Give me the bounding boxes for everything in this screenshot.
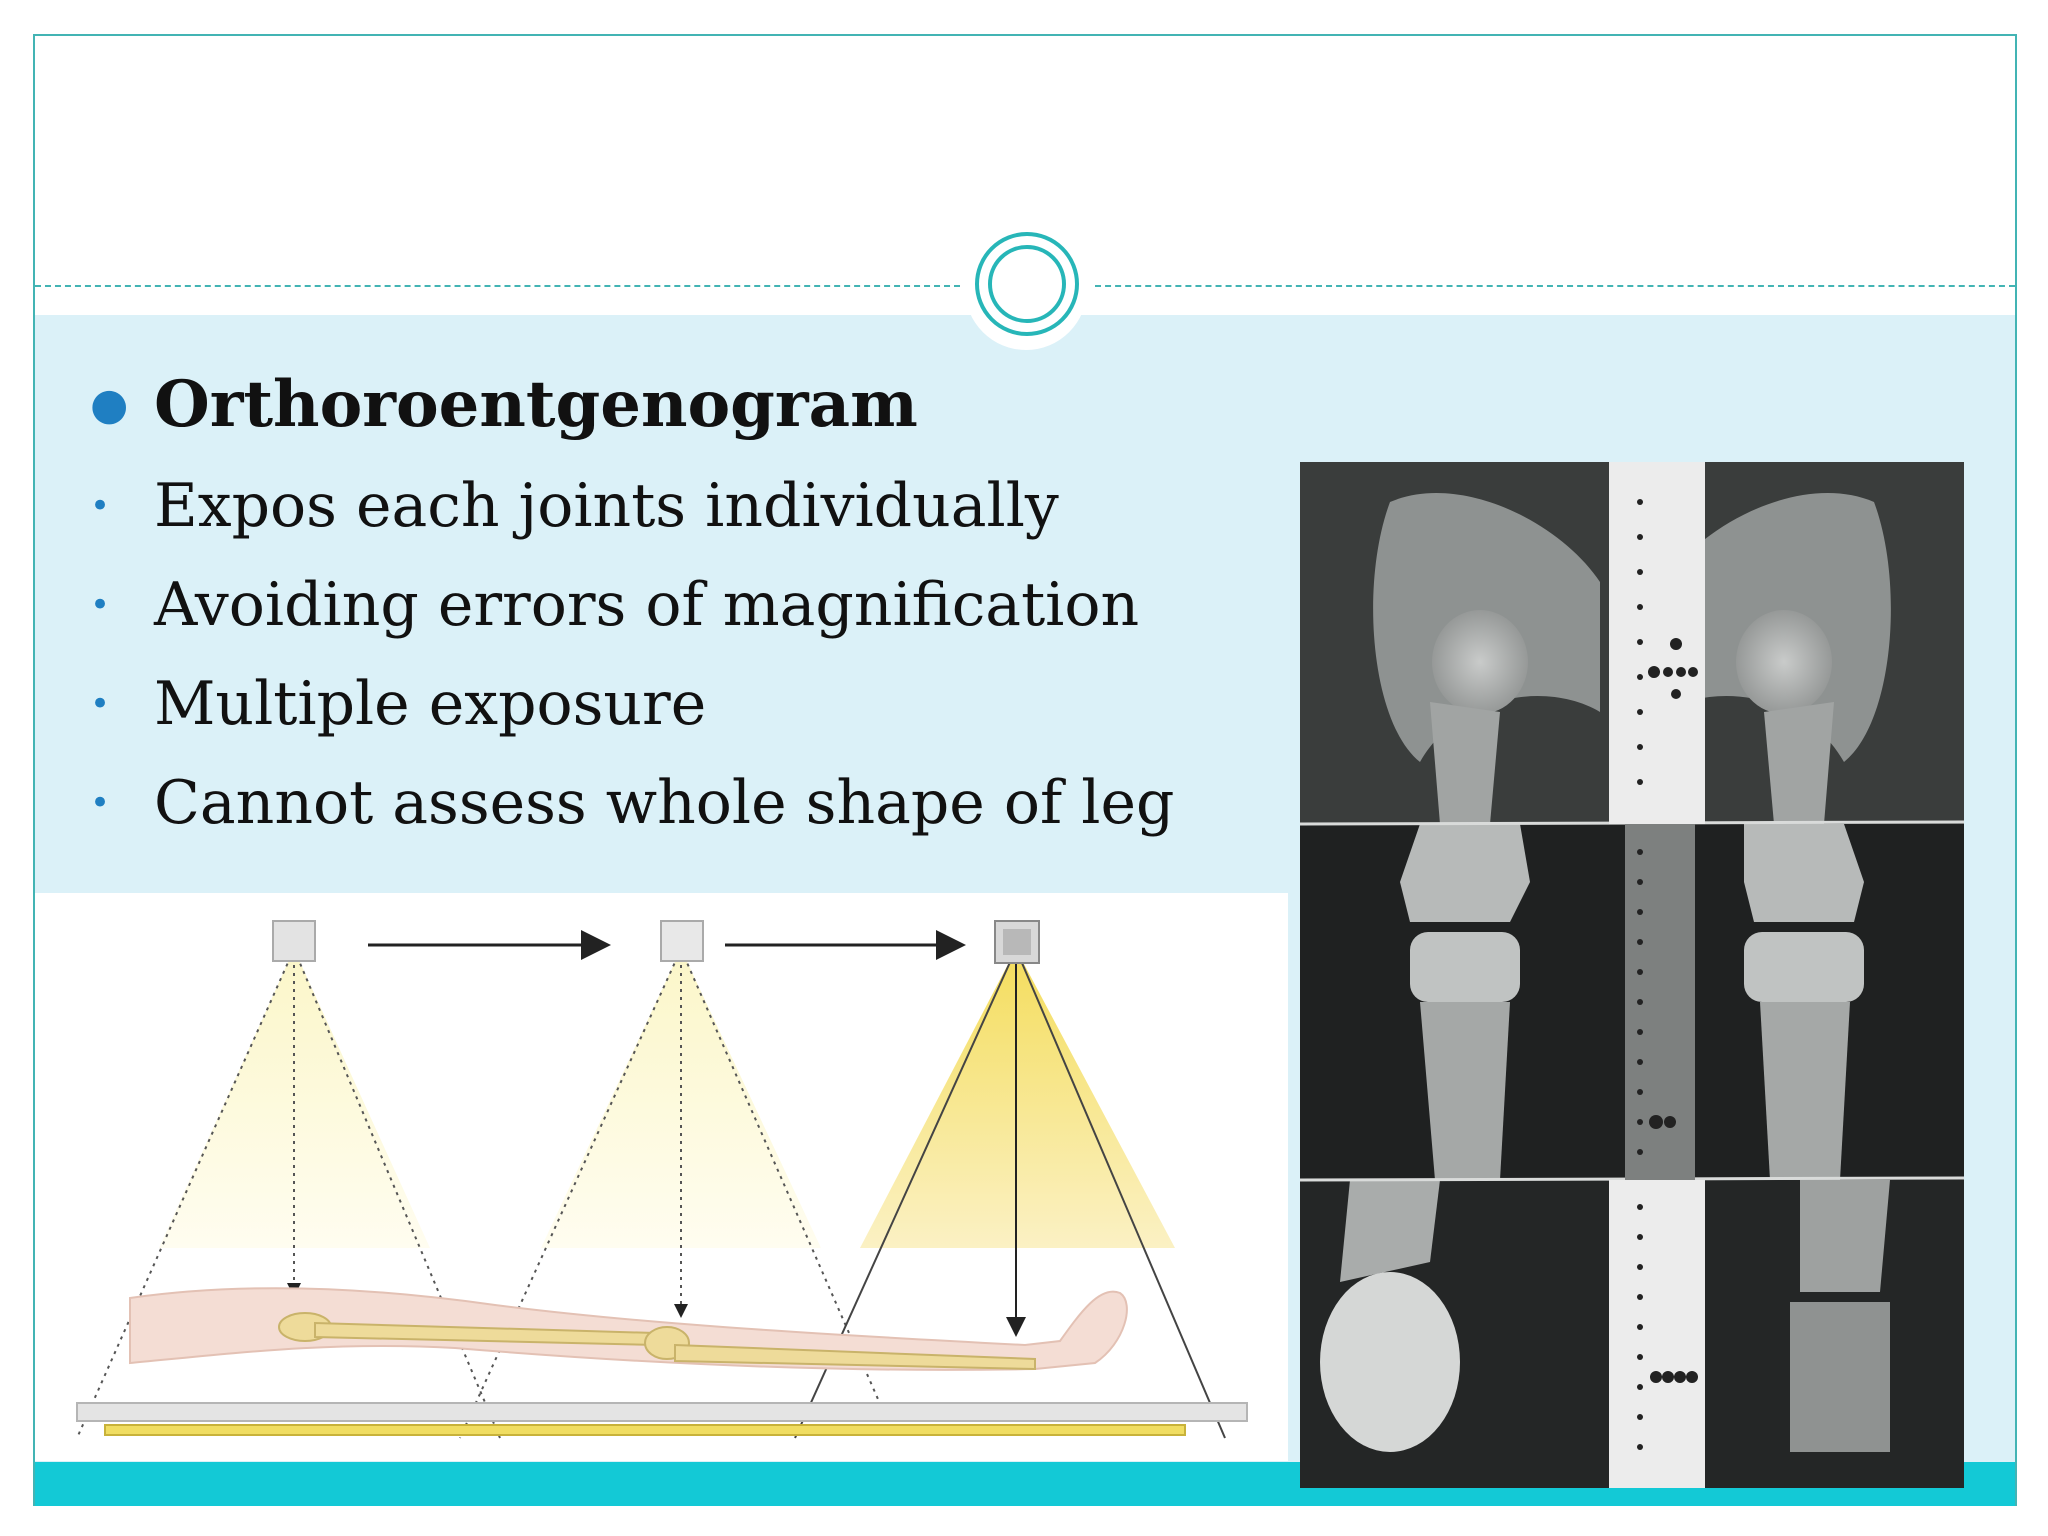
bullet-item [90,456,1250,555]
measuring-ruler [1609,462,1705,824]
bullet-text: Avoiding errors of magnification [154,569,1140,640]
exposure-diagram-svg [35,893,1288,1461]
bullet-heading [90,352,1250,456]
bullet-text: Expos each joints individually [154,470,1059,541]
xray-tube-2 [661,921,703,961]
circle-ornament-icon [975,232,1079,336]
bullet-dot-icon: • [90,683,111,724]
xray-tube-1 [273,921,315,961]
bullet-dot-icon: ● [90,378,129,430]
bullet-dot-icon: • [90,584,111,625]
bullet-dot-icon: • [90,782,111,823]
bullet-item [90,555,1250,654]
bullet-text: Cannot assess whole shape of leg [154,767,1175,838]
heading-text: Orthoroentgenogram [154,366,918,442]
film-cassette [105,1425,1185,1435]
xray-svg [1300,462,1964,1488]
xray-beam-2 [541,949,821,1248]
title-divider-right [1095,285,2015,287]
circle-ornament-inner [988,245,1066,323]
bullet-dot-icon: • [90,485,111,526]
exam-table [77,1403,1247,1421]
bullet-list [90,352,1250,852]
xray-beam-1 [159,949,430,1248]
bullet-item [90,654,1250,753]
title-divider-left [35,285,960,287]
xray-beam-3 [860,949,1175,1248]
exposure-diagram-image [35,893,1288,1461]
bullet-item [90,753,1250,852]
xray-image [1300,462,1964,1488]
bullet-text: Multiple exposure [154,668,707,739]
